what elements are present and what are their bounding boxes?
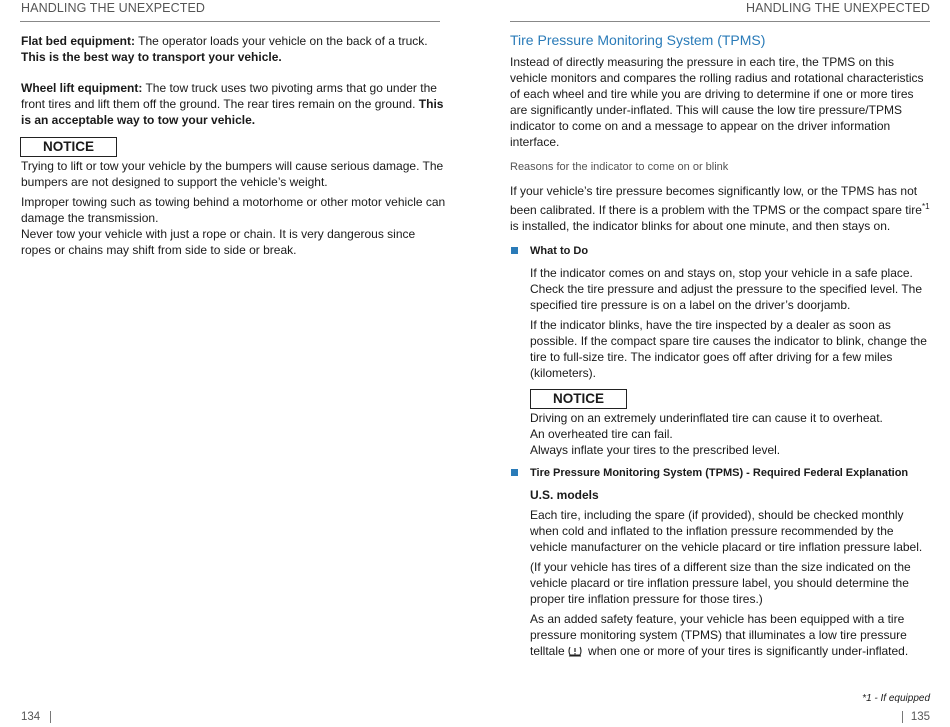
reasons-text-b: is installed, the indicator blinks for about one minute, and then stays on. (510, 219, 891, 233)
reasons-heading: Reasons for the indicator to come on or blink (510, 161, 729, 173)
us-p3-b: when one or more of your tires is significantly under-inflated. (584, 644, 909, 658)
whatdo-p2: If the indicator blinks, have the tire inspected by a dealer as soon as possible. If the compact spare tire causes the indicator to blink, change the tire to full-size tire. The indicator goes off after driving for a few miles (kilometers). (530, 318, 927, 380)
left-notice-p3: Never tow your vehicle with just a rope or chain. It is very dangerous since ropes or chains may shift from side to side or break. (21, 227, 416, 257)
reasons-text-a: If your vehicle’s tire pressure becomes significantly low, or the TPMS has not been calibrated. If there is a problem with the TPMS or the compact spare tire (510, 184, 922, 217)
flatbed-bold: This is the best way to transport your vehicle. (21, 50, 282, 64)
right-notice-p3: Always inflate your tires to the prescribed level. (530, 443, 781, 457)
right-page-number: 135 (910, 711, 930, 723)
us-p2: (If your vehicle has tires of a different size than the size indicated on the vehicle placard or tire inflation pressure label, you should determine the proper tire inflation pressure for those tires.) (530, 560, 911, 606)
wheellift-term: Wheel lift equipment: (21, 81, 143, 95)
tire-pressure-warning-icon (567, 645, 583, 661)
left-header-rule (20, 21, 440, 22)
right-page-number-bar (902, 711, 903, 723)
right-notice-label: NOTICE (530, 389, 627, 409)
left-page-number: 134 (21, 711, 41, 723)
flatbed-paragraph (21, 33, 446, 65)
whatdo-body (530, 265, 930, 381)
us-models-heading (530, 487, 930, 503)
left-notice-label: NOTICE (20, 137, 117, 157)
left-notice-p1: Trying to lift or tow your vehicle by the bumpers will cause serious damage. The bumpers are not designed to support the vehicle’s weight. (21, 159, 444, 189)
tpms-title: Tire Pressure Monitoring System (TPMS) (510, 32, 766, 48)
left-page-number-bar (50, 711, 51, 723)
footnote-marker: *1 (921, 202, 930, 211)
federal-heading: Tire Pressure Monitoring System (TPMS) - Required Federal Explanation (530, 467, 909, 479)
us-models-label: U.S. models (530, 488, 599, 502)
footnote: *1 - If equipped (862, 693, 930, 704)
reasons-paragraph (510, 183, 933, 234)
wheellift-paragraph (21, 80, 446, 128)
left-notice-p2: Improper towing such as towing behind a motorhome or other motor vehicle can damage the transmission. (21, 195, 446, 225)
left-notice-body (21, 158, 446, 258)
tpms-intro-text: Instead of directly measuring the pressure in each tire, the TPMS on this vehicle monitors and compares the rolling radius and rotational characteristics of each wheel and tire while you are driving to determine if one or more tires are significantly under-inflated. This will cause the low tire pressure/TPMS indicator to come on and a message to appear on the driver information interface. (510, 55, 924, 149)
whatdo-heading: What to Do (530, 245, 589, 257)
right-page (475, 0, 950, 727)
bullet-square-icon (511, 247, 518, 254)
right-running-header: HANDLING THE UNEXPECTED (745, 1, 930, 15)
right-notice-p2: An overheated tire can fail. (530, 427, 673, 441)
flatbed-term: Flat bed equipment: (21, 34, 135, 48)
us-models-body (530, 507, 930, 661)
wheellift-text: The tow truck uses two pivoting arms that go under the front tires and lift them off the ground. The rear tires remain on the ground. (21, 81, 437, 111)
us-p1: Each tire, including the spare (if provided), should be checked monthly when cold and inflated to the inflation pressure recommended by the vehicle manufacturer on the vehicle placard or tire inflation pressure label. (530, 508, 923, 554)
bullet-square-icon (511, 469, 518, 476)
tpms-intro (510, 54, 930, 150)
right-notice-body (530, 410, 930, 458)
left-running-header: HANDLING THE UNEXPECTED (21, 1, 206, 15)
right-header-rule (510, 21, 930, 22)
whatdo-p1: If the indicator comes on and stays on, stop your vehicle in a safe place. Check the tire pressure and adjust the pressure to the specified level. The specified tire pressure is on a label on the driver’s doorjamb. (530, 266, 922, 312)
us-p3-a: As an added safety feature, your vehicle has been equipped with a tire pressure monitoring system (TPMS) that illuminates a low tire pressure telltale (530, 612, 907, 658)
right-notice-p1: Driving on an extremely underinflated tire can cause it to overheat. (530, 411, 883, 425)
flatbed-text: The operator loads your vehicle on the back of a truck. (135, 34, 428, 48)
wheellift-bold: This is an acceptable way to tow your vehicle. (21, 97, 444, 127)
